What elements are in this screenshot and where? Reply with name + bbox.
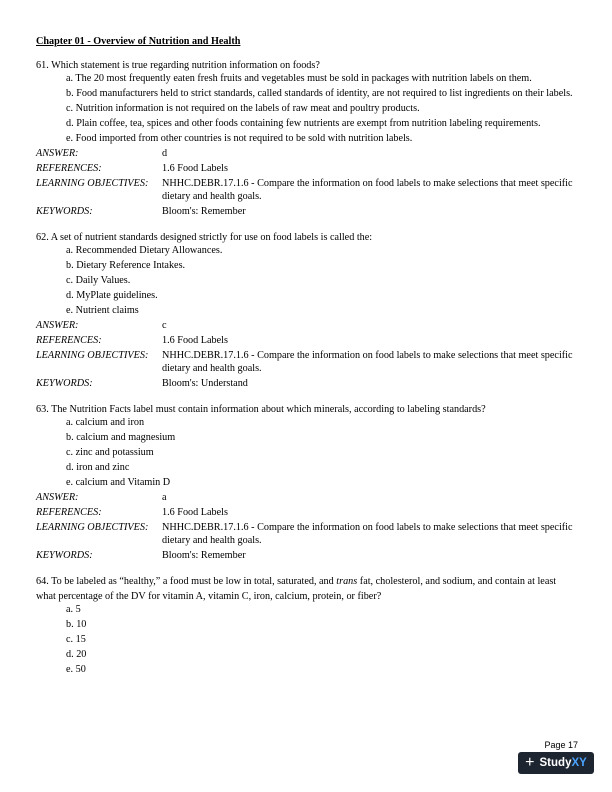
objectives-value: NHHC.DEBR.17.1.6 - Compare the information on food labels to make selections that meet specific dietary and health goals. — [162, 178, 573, 202]
keywords-value: Bloom's: Remember — [162, 549, 246, 561]
document-page — [36, 34, 576, 689]
option: d. Plain coffee, tea, spices and other foods containing few nutrients are exempt from nutrition labeling requirements. — [66, 118, 541, 129]
logo-text — [540, 756, 587, 771]
answer-value: d — [162, 148, 168, 159]
references-value: 1.6 Food Labels — [162, 335, 228, 346]
option: a. 5 — [66, 604, 81, 615]
answer-label: ANSWER: — [36, 148, 79, 159]
answer-label: ANSWER: — [36, 320, 79, 331]
objectives-value: NHHC.DEBR.17.1.6 - Compare the information on food labels to make selections that meet specific dietary and health goals. — [162, 350, 573, 374]
question-61 — [36, 58, 576, 218]
references-label: REFERENCES: — [36, 163, 102, 174]
objectives-row — [36, 178, 576, 203]
option: d. iron and zinc — [66, 462, 130, 473]
option: c. Nutrition information is not required on the labels of raw meat and poultry products. — [66, 103, 420, 114]
option: d. 20 — [66, 649, 87, 660]
logo-accent: XY — [571, 756, 587, 769]
keywords-value: Bloom's: Remember — [162, 205, 246, 217]
keywords-label: KEYWORDS: — [36, 377, 93, 389]
references-row — [36, 163, 576, 176]
keywords-value: Bloom's: Understand — [162, 377, 248, 389]
option: b. calcium and magnesium — [66, 432, 176, 443]
question-63 — [36, 402, 576, 562]
stem-part: fat, cholesterol, and sodium, and contain at least what percentage of the DV for vitamin A, vitamin C, iron, calcium, protein, or fiber? — [36, 576, 557, 602]
answer-value: a — [162, 492, 167, 503]
references-label: REFERENCES: — [36, 335, 102, 346]
references-value: 1.6 Food Labels — [162, 507, 228, 518]
option: e. calcium and Vitamin D — [66, 477, 171, 488]
option: e. Food imported from other countries is not required to be sold with nutrition labels. — [66, 133, 413, 144]
studyxy-logo — [518, 752, 594, 774]
answer-value: c — [162, 320, 167, 331]
answer-label: ANSWER: — [36, 492, 79, 503]
question-62 — [36, 230, 576, 390]
keywords-label: KEYWORDS: — [36, 205, 93, 217]
answer-row — [36, 320, 576, 333]
objectives-label: LEARNING OBJECTIVES: — [36, 522, 149, 533]
keywords-row — [36, 378, 576, 391]
option: b. 10 — [66, 619, 87, 630]
question-stem — [36, 574, 576, 604]
stem-part: 64. To be labeled as “healthy,” a food must be low in total, saturated, and — [36, 576, 337, 587]
references-label: REFERENCES: — [36, 507, 102, 518]
plus-icon: + — [525, 754, 535, 771]
option: c. 15 — [66, 634, 86, 645]
option: b. Food manufacturers held to strict standards, called standards of identity, are not required to list ingredients on their labels. — [66, 88, 573, 99]
option: c. zinc and potassium — [66, 447, 154, 458]
references-row — [36, 507, 576, 520]
objectives-row — [36, 522, 576, 547]
option: e. 50 — [66, 664, 86, 675]
page-number: Page 17 — [544, 740, 578, 750]
answer-row — [36, 492, 576, 505]
question-64 — [36, 574, 576, 677]
option: d. MyPlate guidelines. — [66, 290, 158, 301]
question-stem: 61. Which statement is true regarding nutrition information on foods? — [36, 60, 320, 71]
question-stem: 63. The Nutrition Facts label must contain information about which minerals, according to labeling standards? — [36, 404, 486, 415]
option: a. Recommended Dietary Allowances. — [66, 245, 223, 256]
question-stem: 62. A set of nutrient standards designed strictly for use on food labels is called the: — [36, 232, 373, 243]
option: a. The 20 most frequently eaten fresh fruits and vegetables must be sold in packages with nutrition labels on them. — [66, 73, 532, 84]
objectives-label: LEARNING OBJECTIVES: — [36, 350, 149, 361]
objectives-row — [36, 350, 576, 375]
option: e. Nutrient claims — [66, 305, 139, 316]
option: a. calcium and iron — [66, 417, 145, 428]
objectives-label: LEARNING OBJECTIVES: — [36, 178, 149, 189]
chapter-title: Chapter 01 - Overview of Nutrition and Health — [36, 36, 241, 47]
answer-row — [36, 148, 576, 161]
option: c. Daily Values. — [66, 275, 131, 286]
logo-word: Study — [539, 756, 572, 769]
references-row — [36, 335, 576, 348]
keywords-label: KEYWORDS: — [36, 549, 93, 561]
references-value: 1.6 Food Labels — [162, 163, 228, 174]
keywords-row — [36, 550, 576, 563]
option: b. Dietary Reference Intakes. — [66, 260, 186, 271]
objectives-value: NHHC.DEBR.17.1.6 - Compare the information on food labels to make selections that meet specific dietary and health goals. — [162, 522, 573, 546]
stem-emphasis: trans — [336, 576, 358, 587]
keywords-row — [36, 206, 576, 219]
